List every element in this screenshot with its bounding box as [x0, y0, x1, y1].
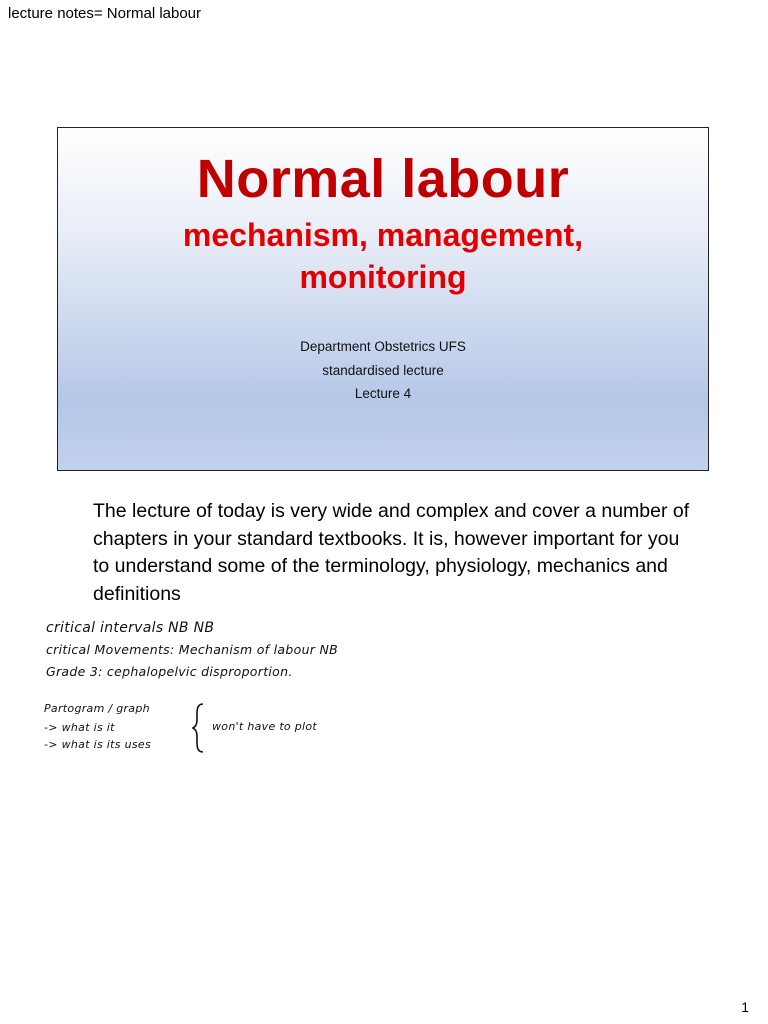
slide-subtitle: [78, 214, 688, 298]
slide-subtitle-line-1: mechanism, management,: [182, 217, 584, 253]
slide-lecture-type: standardised lecture: [322, 362, 444, 378]
slide-department: Department Obstetrics UFS: [300, 339, 466, 354]
slide-meta: [58, 335, 708, 406]
note-side-remark: won't have to plot: [212, 720, 318, 733]
slide-lecture-number: Lecture 4: [354, 386, 412, 401]
intro-paragraph: The lecture of today is very wide and complex and cover a number of chapters in your standard textbooks. It is, however important for you to understand some of the terminology, physiology, mechanics and definitions: [93, 500, 690, 605]
note-line-4: Partogram / graph: [44, 702, 150, 715]
curly-brace-icon: [192, 702, 206, 754]
slide-title: Normal labour: [196, 149, 570, 209]
note-line-5: -> what is it: [44, 721, 115, 734]
note-line-3: Grade 3: cephalopelvic disproportion.: [46, 664, 293, 679]
slide-subtitle-line-2: monitoring: [299, 259, 467, 295]
page-number: 1: [741, 999, 749, 1015]
document-header-title: lecture notes= Normal labour: [8, 5, 202, 22]
handwritten-notes: [40, 608, 340, 758]
note-line-1: critical intervals NB NB: [46, 620, 215, 636]
title-slide: [57, 127, 709, 471]
note-line-6: -> what is its uses: [44, 738, 151, 751]
note-line-2: critical Movements: Mechanism of labour NB: [46, 642, 339, 657]
